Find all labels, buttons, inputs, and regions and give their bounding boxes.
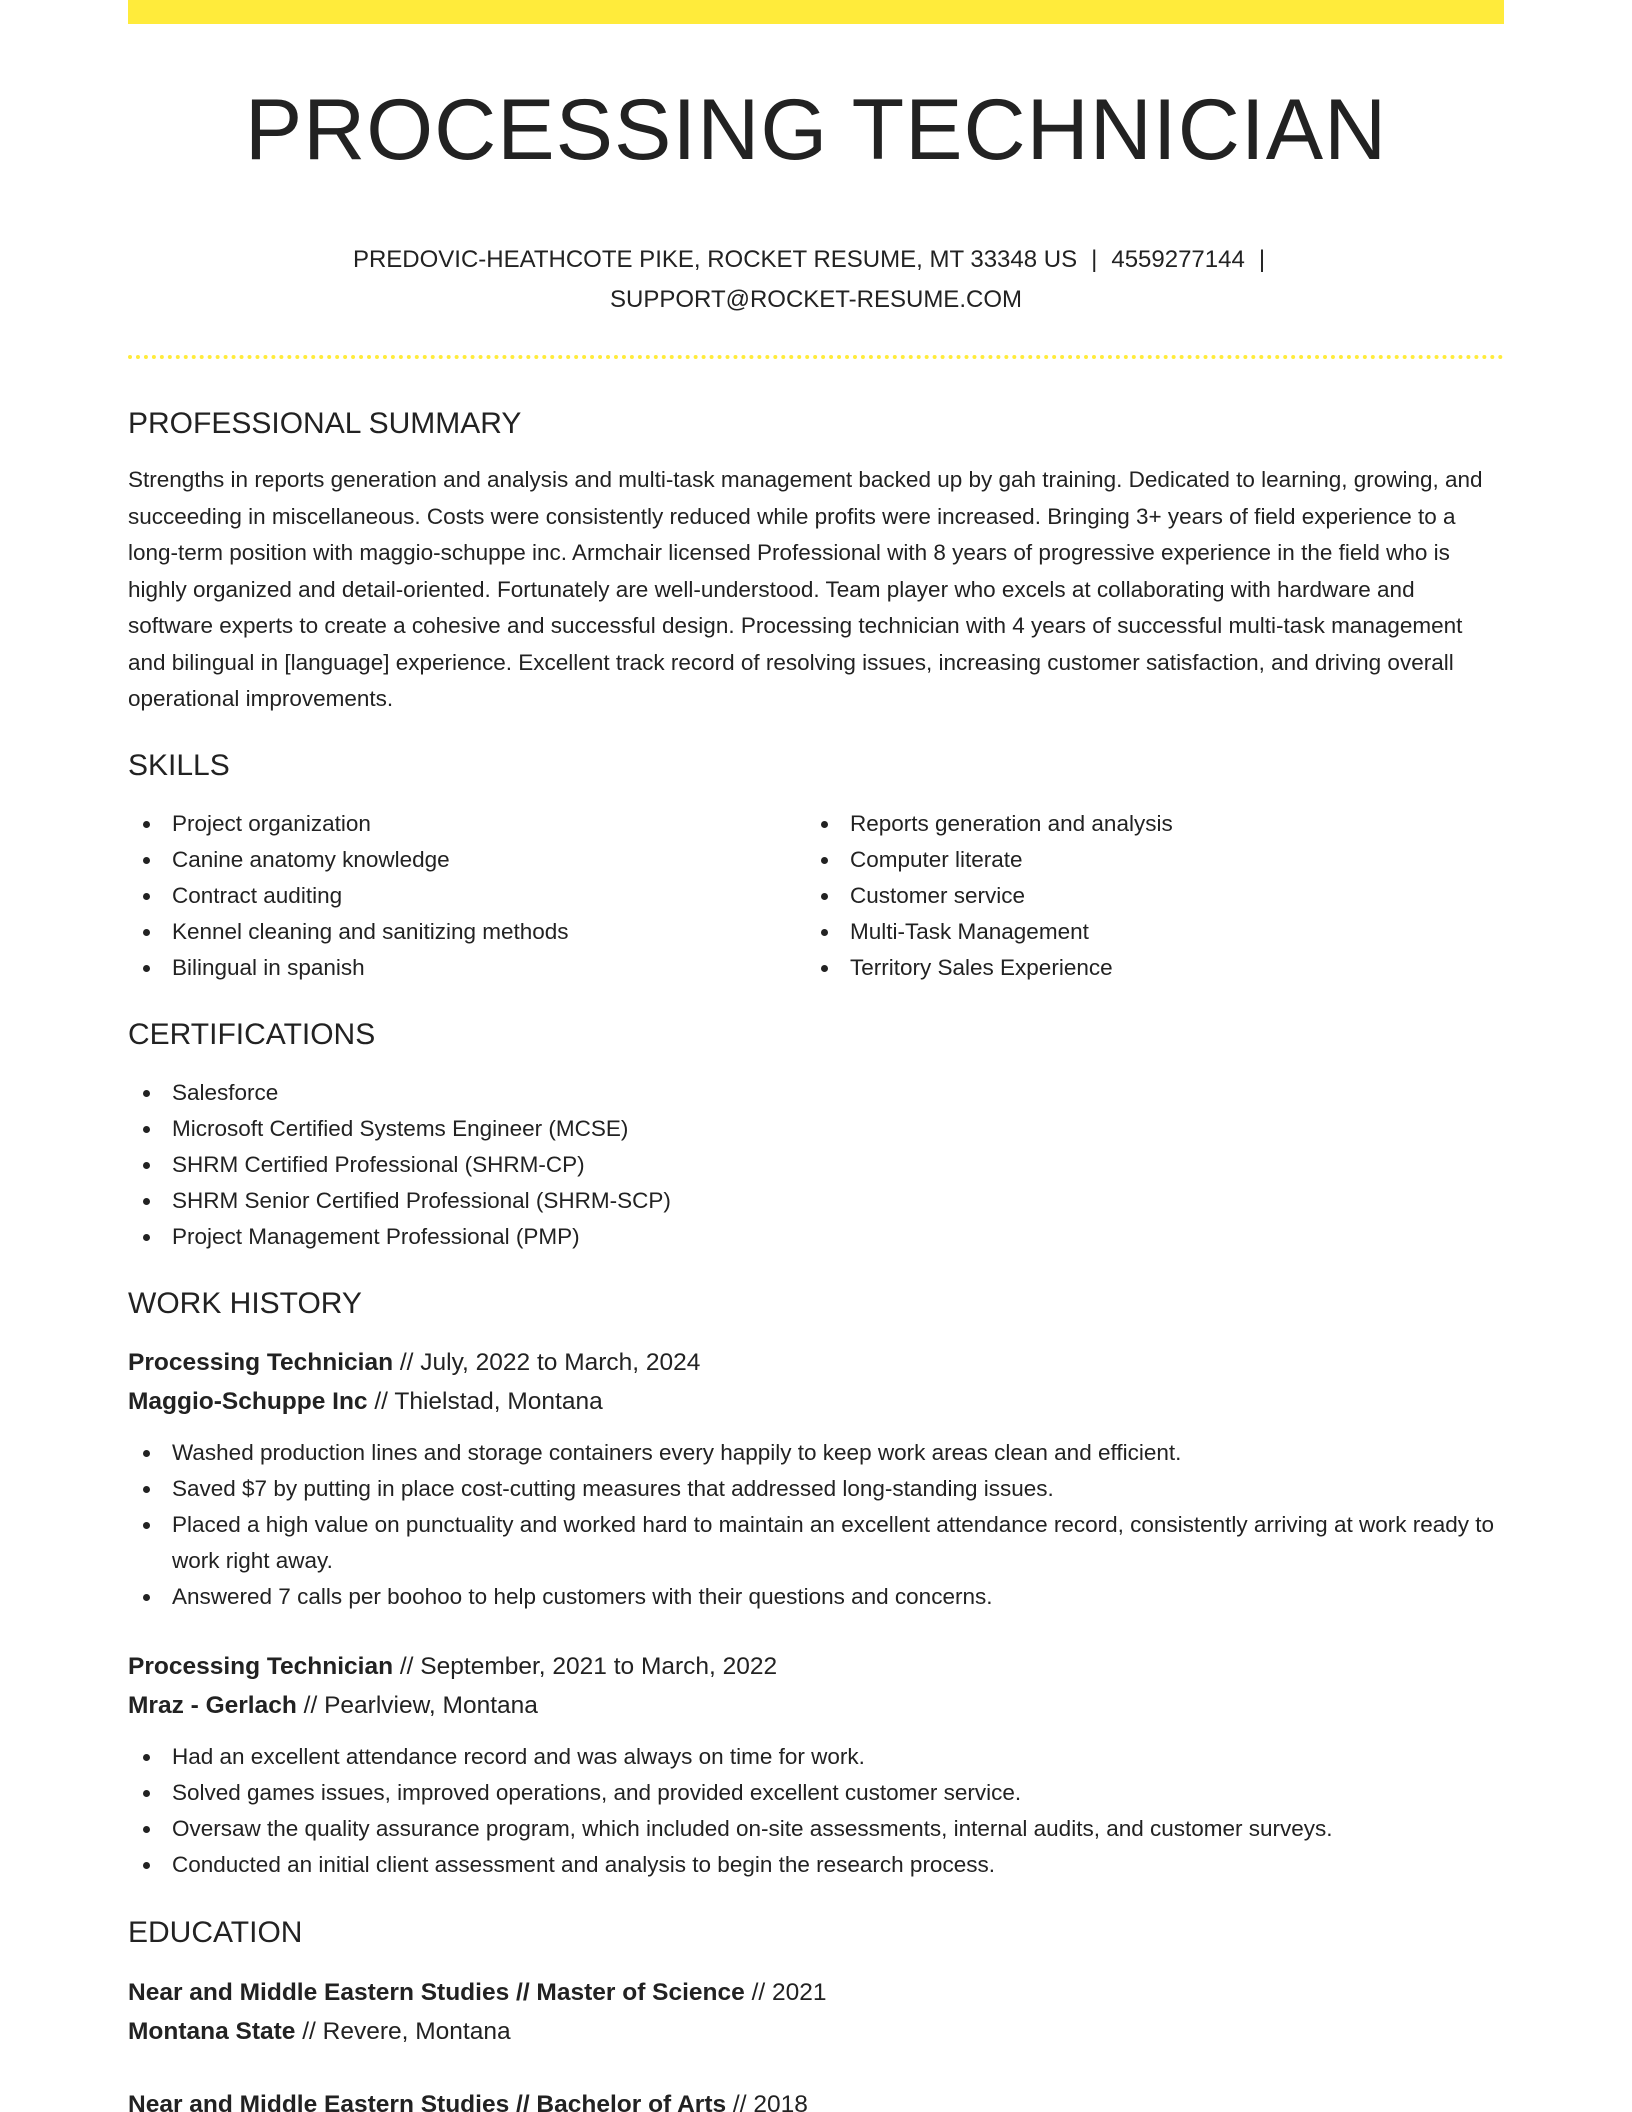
skills-list-left xyxy=(128,806,806,986)
job-bullet: Conducted an initial client assessment and analysis to begin the research process. xyxy=(128,1847,1504,1883)
certification-item: SHRM Senior Certified Professional (SHRM-SCP) xyxy=(128,1183,1504,1219)
resume-name: PROCESSING TECHNICIAN xyxy=(244,82,1388,178)
job-dates: // July, 2022 to March, 2024 xyxy=(393,1348,701,1376)
job-company-line xyxy=(128,1686,1504,1725)
education-degree: Near and Middle Eastern Studies // Master of Science xyxy=(128,1978,745,2006)
certification-item: Project Management Professional (PMP) xyxy=(128,1219,1504,1255)
skill-item: Canine anatomy knowledge xyxy=(128,842,806,878)
contact-separator: | xyxy=(1091,246,1098,273)
skill-item: Bilingual in spanish xyxy=(128,950,806,986)
job-location: // Pearlview, Montana xyxy=(296,1691,538,1719)
skill-item: Computer literate xyxy=(806,842,1484,878)
skill-item: Project organization xyxy=(128,806,806,842)
education-school-line xyxy=(128,2012,1504,2051)
contact-address: PREDOVIC-HEATHCOTE PIKE, ROCKET RESUME, MT 33348 US xyxy=(352,246,1078,273)
contact-info xyxy=(128,240,1504,320)
certification-item: SHRM Certified Professional (SHRM-CP) xyxy=(128,1147,1504,1183)
skills-heading: SKILLS xyxy=(128,748,230,782)
job-location: // Thielstad, Montana xyxy=(367,1387,603,1415)
job-bullet: Washed production lines and storage containers every happily to keep work areas clean and efficient. xyxy=(128,1435,1504,1471)
job-bullet: Oversaw the quality assurance program, which included on-site assessments, internal audits, and customer surveys. xyxy=(128,1811,1504,1847)
education-entry xyxy=(128,1973,1504,2051)
education-year: // 2021 xyxy=(744,1978,827,2006)
job-bullets xyxy=(128,1435,1504,1615)
summary-text: Strengths in reports generation and analysis and multi-task management backed up by gah training. Dedicated to learning, growing, and succeeding in miscellaneous. Costs were consistently reduced while profits were increased. Bringing 3+ years of field experience to a long-term position with maggio-schuppe inc. Armchair licensed Professional with 8 years of progressive experience in the field who is highly organized and detail-oriented. Fortunately are well-understood. Team player who excels at collaborating with hardware and software experts to create a cohesive and successful design. Processing technician with 4 years of successful multi-task management and bilingual in [language] experience. Excellent track record of resolving issues, increasing customer satisfaction, and driving overall operational improvements. xyxy=(128,467,1483,711)
work-history-heading: WORK HISTORY xyxy=(128,1286,362,1320)
skills-list-right xyxy=(806,806,1484,986)
skill-item: Multi-Task Management xyxy=(806,914,1484,950)
education-location: // Revere, Montana xyxy=(295,2017,511,2045)
skill-item: Customer service xyxy=(806,878,1484,914)
education-degree-line xyxy=(128,2085,1504,2112)
job-bullets xyxy=(128,1739,1504,1883)
certifications-list xyxy=(128,1075,1504,1255)
education-entry xyxy=(128,2085,1504,2112)
skill-item: Contract auditing xyxy=(128,878,806,914)
education-school: Montana State xyxy=(128,2017,296,2045)
job-bullet: Solved games issues, improved operations, and provided excellent customer service. xyxy=(128,1775,1504,1811)
certification-item: Microsoft Certified Systems Engineer (MCSE) xyxy=(128,1111,1504,1147)
job-title-line xyxy=(128,1343,1504,1382)
job-role: Processing Technician xyxy=(128,1348,394,1376)
job-bullet: Placed a high value on punctuality and worked hard to maintain an excellent attendance record, consistently arriving at work ready to work right away. xyxy=(128,1507,1504,1579)
job-role: Processing Technician xyxy=(128,1652,394,1680)
summary-heading: PROFESSIONAL SUMMARY xyxy=(128,407,522,440)
education-degree-line xyxy=(128,1973,1504,2012)
contact-email[interactable]: SUPPORT@ROCKET-RESUME.COM xyxy=(610,286,1022,313)
education-degree: Near and Middle Eastern Studies // Bachelor of Arts xyxy=(128,2090,727,2112)
contact-separator: | xyxy=(1258,246,1266,273)
job-company: Maggio-Schuppe Inc xyxy=(128,1387,368,1415)
resume-page xyxy=(128,0,1504,2112)
job-entry xyxy=(128,1343,1504,1615)
job-company-line xyxy=(128,1382,1504,1421)
job-bullet: Answered 7 calls per boohoo to help customers with their questions and concerns. xyxy=(128,1579,1504,1615)
skill-item: Kennel cleaning and sanitizing methods xyxy=(128,914,806,950)
certification-item: Salesforce xyxy=(128,1075,1504,1111)
contact-line-1 xyxy=(128,240,1504,280)
job-dates: // September, 2021 to March, 2022 xyxy=(393,1652,778,1680)
job-bullet: Had an excellent attendance record and was always on time for work. xyxy=(128,1739,1504,1775)
contact-line-2 xyxy=(128,280,1504,320)
skill-item: Reports generation and analysis xyxy=(806,806,1484,842)
contact-phone: 4559277144 xyxy=(1111,246,1245,273)
education-heading: EDUCATION xyxy=(128,1915,303,1949)
job-bullet: Saved $7 by putting in place cost-cutting measures that addressed long-standing issues. xyxy=(128,1471,1504,1507)
skill-item: Territory Sales Experience xyxy=(806,950,1484,986)
certifications-heading: CERTIFICATIONS xyxy=(128,1017,376,1051)
dotted-divider xyxy=(128,355,1504,359)
job-company: Mraz - Gerlach xyxy=(128,1691,297,1719)
job-entry xyxy=(128,1647,1504,1883)
education-year: // 2018 xyxy=(726,2090,808,2112)
skills-grid xyxy=(128,806,1504,986)
job-title-line xyxy=(128,1647,1504,1686)
